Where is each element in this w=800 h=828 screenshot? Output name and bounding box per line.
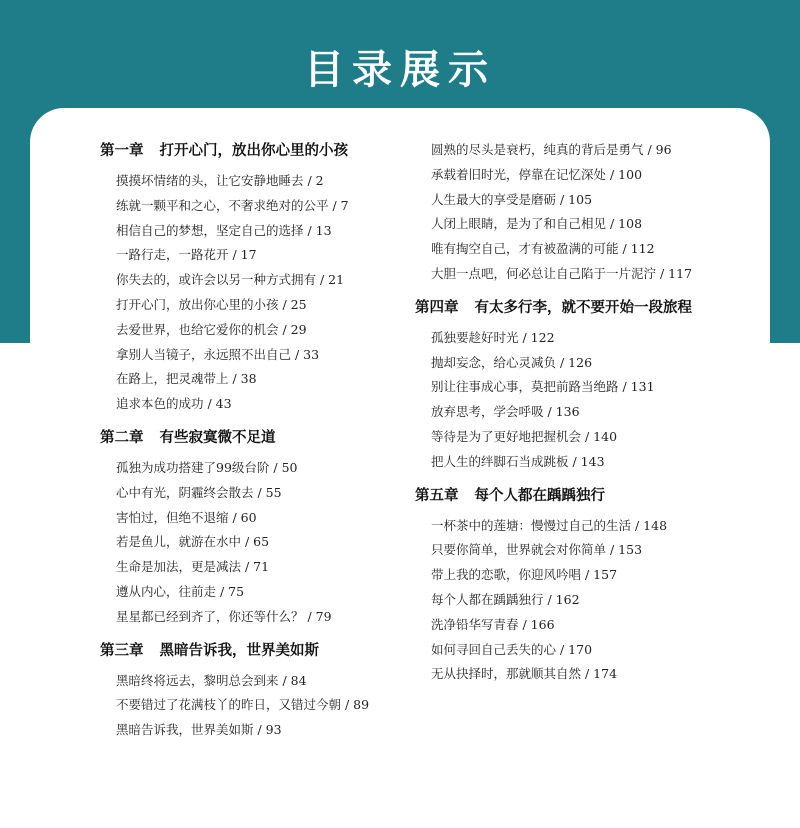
- toc-right-column: [415, 138, 775, 687]
- toc-entry: 摸摸坏情绪的头，让它安静地睡去 / 2: [116, 173, 324, 188]
- toc-entry: 人闭上眼睛，是为了和自己相见 / 108: [431, 216, 643, 232]
- toc-entry: 洗净铅华写青春 / 166: [431, 616, 555, 632]
- chapter-heading: 第二章 有些寂寞微不足道: [100, 428, 276, 446]
- toc-entry: 遵从内心，往前走 / 75: [116, 583, 245, 599]
- toc-entry: 一路行走，一路花开 / 17: [116, 247, 257, 263]
- toc-entry: 放弃思考，学会呼吸 / 136: [431, 404, 580, 420]
- toc-entry: 害怕过，但绝不退缩 / 60: [116, 509, 257, 525]
- chapter-heading: 第三章 黑暗告诉我，世界美如斯: [100, 641, 319, 659]
- toc-entry: 在路上，把灵魂带上 / 38: [116, 371, 257, 387]
- toc-entry: 只要你简单，世界就会对你简单 / 153: [431, 542, 643, 558]
- page-title: 目录展示: [304, 47, 496, 93]
- toc-entry: 心中有光，阴霾终会散去 / 55: [116, 484, 282, 500]
- chapter-heading: 第一章 打开心门，放出你心里的小孩: [100, 142, 348, 159]
- toc-entry: 圆熟的尽头是衰朽，纯真的背后是勇气 / 96: [431, 142, 672, 157]
- toc-entry: 孤独要趁好时光 / 122: [431, 329, 555, 345]
- toc-entry: 若是鱼儿，就游在水中 / 65: [116, 534, 270, 550]
- chapter-heading: 第四章 有太多行李，就不要开始一段旅程: [415, 298, 692, 316]
- toc-entry: 别让往事成心事，莫把前路当绝路 / 131: [431, 379, 655, 395]
- toc-entry: 把人生的绊脚石当成跳板 / 143: [431, 453, 605, 469]
- toc-entry: 一杯茶中的莲塘：慢慢过自己的生活 / 148: [431, 517, 668, 533]
- toc-entry: 带上我的恋歌，你迎风吟唱 / 157: [431, 567, 618, 583]
- toc-entry: 抛却妄念，给心灵减负 / 126: [431, 354, 593, 370]
- toc-entry: 如何寻回自己丢失的心 / 170: [431, 641, 593, 657]
- toc-entry: 大胆一点吧，何必总让自己陷于一片泥泞 / 117: [431, 265, 693, 281]
- toc-entry: 星星都已经到齐了，你还等什么？ / 79: [116, 608, 332, 624]
- toc-entry: 孤独为成功搭建了99级台阶 / 50: [116, 459, 298, 475]
- toc-entry: 生命是加法，更是减法 / 71: [116, 559, 270, 575]
- toc-entry: 无从抉择时，那就顺其自然 / 174: [431, 666, 618, 682]
- toc-entry: 打开心门，放出你心里的小孩 / 25: [116, 296, 307, 312]
- chapter-heading: 第五章 每个人都在踽踽独行: [415, 486, 605, 504]
- toc-entry: 不要错过了花满枝丫的昨日，又错过今朝 / 89: [116, 697, 370, 713]
- toc-entry: 每个人都在踽踽独行 / 162: [431, 591, 580, 607]
- toc-entry: 相信自己的梦想，坚定自己的选择 / 13: [116, 222, 332, 238]
- toc-entry: 承载着旧时光，停靠在记忆深处 / 100: [431, 166, 643, 182]
- toc-entry: 追求本色的成功 / 43: [116, 396, 232, 412]
- toc-left-column: [100, 138, 400, 743]
- toc-entry: 等待是为了更好地把握机会 / 140: [431, 428, 618, 444]
- toc-entry: 去爱世界，也给它爱你的机会 / 29: [116, 321, 307, 337]
- toc-entry: 人生最大的享受是磨砺 / 105: [431, 191, 593, 207]
- toc-entry: 你失去的，或许会以另一种方式拥有 / 21: [116, 272, 345, 288]
- toc-entry: 黑暗告诉我，世界美如斯 / 93: [116, 722, 282, 738]
- toc-entry: 唯有掏空自己，才有被盈满的可能 / 112: [431, 241, 655, 257]
- toc-entry: 黑暗终将远去，黎明总会到来 / 84: [116, 672, 307, 688]
- toc-entry: 拿别人当镜子，永远照不出自己 / 33: [116, 346, 320, 362]
- toc-entry: 练就一颗平和之心，不奢求绝对的公平 / 7: [116, 197, 349, 213]
